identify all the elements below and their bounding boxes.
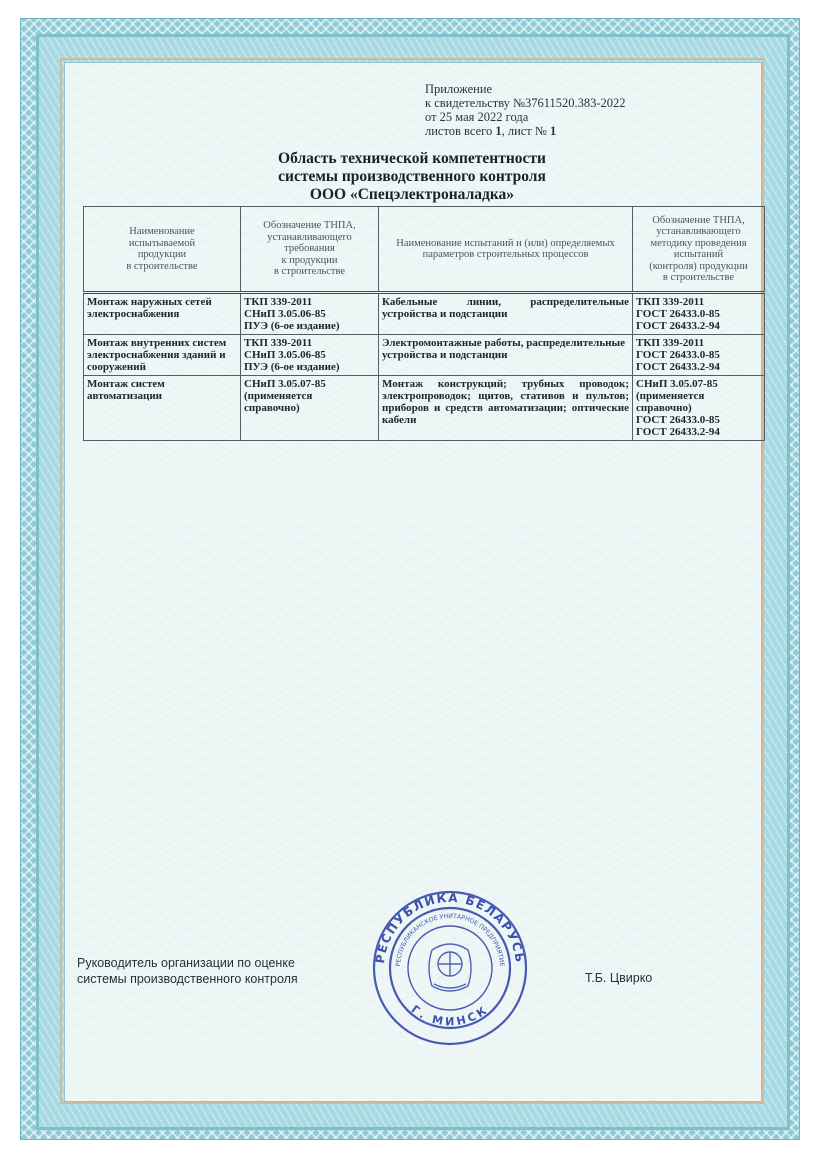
cell-tests: Электромонтажные работы, распределительные устройства и подстанции [379,335,633,376]
cell-requirements: СНиП 3.05.07-85 (применяется справочно) [241,376,379,441]
header-tests: Наименование испытаний и (или) определяемых параметров строительных процессов [379,207,633,293]
official-seal [370,888,530,1048]
cell-product: Монтаж систем автоматизации [84,376,241,441]
table-row [84,376,765,441]
cell-product: Монтаж наружных сетей электроснабжения [84,293,241,335]
cell-tests: Кабельные линии, распределительные устройства и подстанции [379,293,633,335]
appendix-date: от 25 мая 2022 года [425,110,529,124]
title-line-1: Область технической компетентности [278,150,546,167]
appendix-sheets: листов всего 1, лист № 1 [425,124,557,138]
signer-role-line-2: системы производственного контроля [77,972,298,986]
coat-of-arms-emblem [429,944,471,991]
cell-methods: СНиП 3.05.07-85 (применяется справочно) ГОСТ 26433.0-85 ГОСТ 26433.2-94 [633,376,765,441]
header-requirements: Обозначение ТНПА, устанавливающего требования к продукции в строительстве [241,207,379,293]
table-row [84,335,765,376]
cell-requirements: ТКП 339-2011 СНиП 3.05.06-85 ПУЭ (6-ое издание) [241,335,379,376]
cell-methods: ТКП 339-2011 ГОСТ 26433.0-85 ГОСТ 26433.2-94 [633,293,765,335]
document-title [64,150,760,204]
cell-tests: Монтаж конструкций; трубных проводок; электропроводок; щитов, стативов и пультов; приборов и средств автоматизации; оптические кабели [379,376,633,441]
title-line-3: ООО «Спецэлектроналадка» [309,186,515,203]
title-line-2: системы производственного контроля [278,168,546,185]
appendix-certificate-ref: к свидетельству №37611520.383-2022 [425,96,626,110]
appendix-block [425,82,626,138]
cell-requirements: ТКП 339-2011 СНиП 3.05.06-85 ПУЭ (6-ое издание) [241,293,379,335]
seal-outer-text: РЕСПУБЛИКА БЕЛАРУСЬ [373,890,527,965]
signer-name: Т.Б. Цвирко [585,971,653,985]
signer-role [77,955,298,987]
cell-product: Монтаж внутренних систем электроснабжения зданий и сооружений [84,335,241,376]
table-row [84,293,765,335]
cell-methods: ТКП 339-2011 ГОСТ 26433.0-85 ГОСТ 26433.2-94 [633,335,765,376]
table-header-row [84,207,765,293]
appendix-label: Приложение [425,82,493,96]
seal-bottom-text: Г. МИНСК [408,1002,492,1029]
signer-role-line-1: Руководитель организации по оценке [77,956,295,970]
header-methods: Обозначение ТНПА, устанавливающего методику проведения испытаний (контроля) продукции в строительстве [633,207,765,293]
header-product: Наименование испытываемой продукции в строительстве [84,207,241,293]
seal-middle-text: РЕСПУБЛИКАНСКОЕ УНИТАРНОЕ ПРЕДПРИЯТИЕ [394,912,506,967]
competence-table [83,206,765,441]
